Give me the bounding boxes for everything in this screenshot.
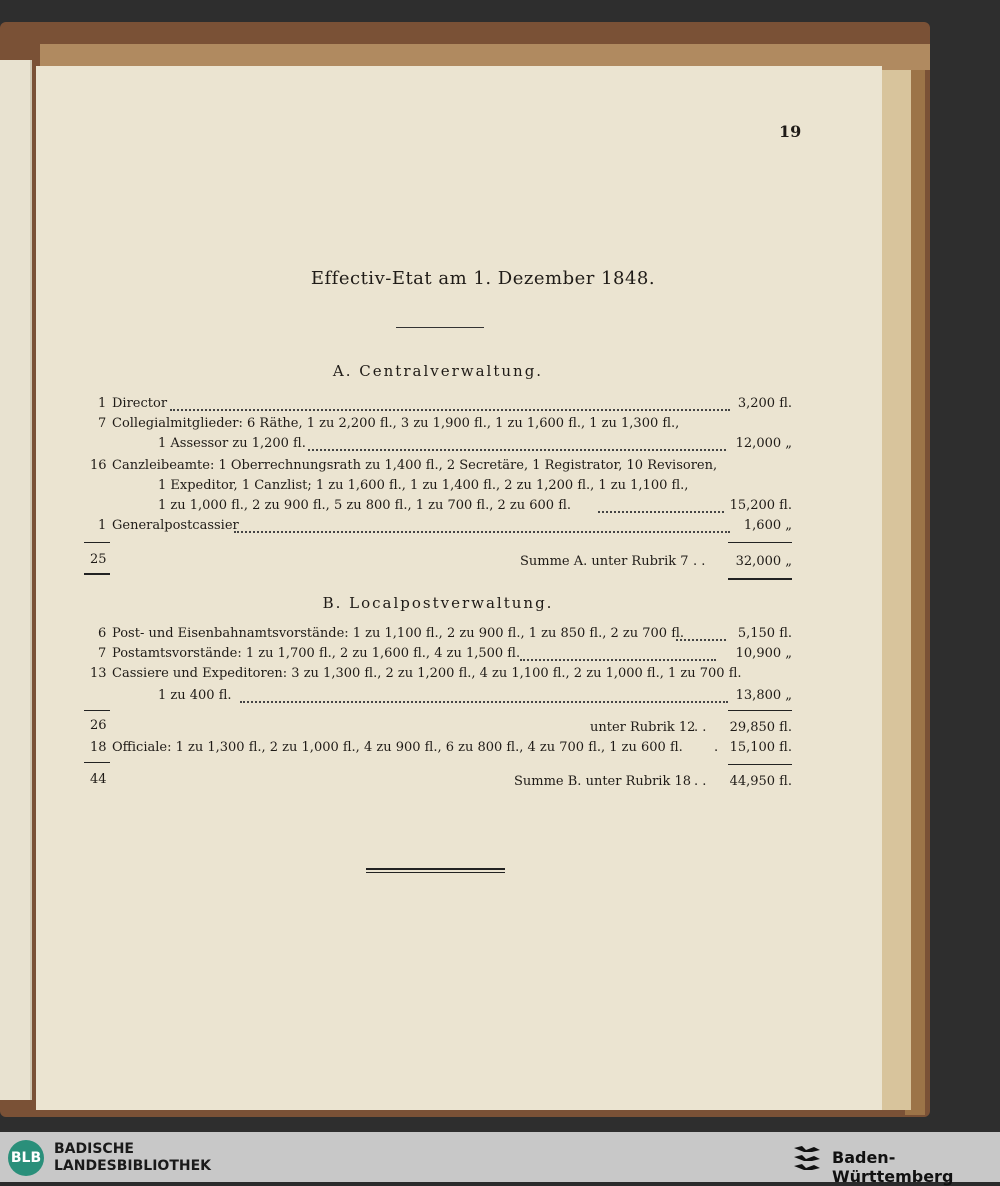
- end-rule: [366, 872, 505, 873]
- state-name[interactable]: Baden-Württemberg: [832, 1148, 954, 1186]
- row-count: 1: [98, 396, 107, 411]
- row-count: 6: [98, 626, 107, 641]
- row-count: 7: [98, 416, 107, 431]
- row-amount: 1,600 „: [743, 518, 792, 533]
- section-b-total-label: Summe B. unter Rubrik 18: [514, 774, 691, 789]
- row-text-cont: 1 Assessor zu 1,200 fl.: [158, 436, 306, 451]
- row-text: Director: [112, 396, 168, 411]
- dot-leader-text: . .: [694, 720, 707, 735]
- section-a-total-count: 25: [90, 552, 107, 567]
- library-name-line1: BADISCHE: [54, 1141, 134, 1157]
- count-sum-rule: [84, 762, 110, 763]
- row-amount: 10,900 „: [735, 646, 792, 661]
- row-count: 1: [98, 518, 107, 533]
- section-a-heading: A. Centralverwaltung.: [332, 362, 544, 380]
- row-amount: 13,800 „: [735, 688, 792, 703]
- section-a-total-label: Summe A. unter Rubrik 7: [520, 554, 689, 569]
- row-count: 16: [90, 458, 107, 473]
- row-count: 13: [90, 666, 107, 681]
- state-coat-of-arms-icon: [792, 1144, 822, 1172]
- row-text: Officiale: 1 zu 1,300 fl., 2 zu 1,000 fl., 4 zu 900 fl., 6 zu 800 fl., 4 zu 700 fl., 1 zu 600 fl.: [112, 740, 683, 755]
- section-b-subtotal-amount: 29,850 fl.: [729, 720, 792, 735]
- left-page-edge: [0, 60, 32, 1100]
- page-number: 19: [779, 122, 802, 141]
- dot-leader: [170, 396, 730, 411]
- dot-leader-text: . .: [694, 774, 707, 789]
- dot-leader: [240, 688, 728, 703]
- section-b-total-count: 44: [90, 772, 107, 787]
- row-amount: 12,000 „: [735, 436, 792, 451]
- dot-leader: [234, 518, 730, 533]
- row-text: Collegialmitglieder: 6 Räthe, 1 zu 2,200 fl., 3 zu 1,900 fl., 1 zu 1,600 fl., 1 zu 1,300 fl.,: [112, 416, 680, 431]
- page-stack-edge: [878, 70, 911, 1110]
- blb-logo-icon[interactable]: BLB: [8, 1140, 44, 1176]
- section-b-subtotal-label: unter Rubrik 12: [590, 720, 696, 735]
- library-name[interactable]: [54, 1141, 211, 1175]
- amount-sum-rule: [728, 764, 792, 765]
- row-text-cont: 1 zu 400 fl.: [158, 688, 232, 703]
- row-text-cont: 1 Expeditor, 1 Canzlist; 1 zu 1,600 fl., 1 zu 1,400 fl., 2 zu 1,200 fl., 1 zu 1,100 fl.,: [158, 478, 689, 493]
- section-b-heading: B. Localpostverwaltung.: [322, 594, 554, 612]
- row-text: Post- und Eisenbahnamtsvorstände: 1 zu 1,100 fl., 2 zu 900 fl., 1 zu 850 fl., 2 zu 700 fl.: [112, 626, 684, 641]
- footer-bar: [0, 1132, 1000, 1186]
- row-text: Canzleibeamte: 1 Oberrechnungsrath zu 1,400 fl., 2 Secretäre, 1 Registrator, 10 Revisoren,: [112, 458, 718, 473]
- end-rule: [366, 868, 505, 870]
- row-amount: 15,100 fl.: [729, 740, 792, 755]
- count-sum-rule: [84, 542, 110, 543]
- row-amount: 15,200 fl.: [729, 498, 792, 513]
- row-text-cont: 1 zu 1,000 fl., 2 zu 900 fl., 5 zu 800 fl., 1 zu 700 fl., 2 zu 600 fl.: [158, 498, 571, 513]
- amount-sum-rule: [728, 542, 792, 543]
- library-name-line2: LANDESBIBLIOTHEK: [54, 1158, 212, 1174]
- row-text: Generalpostcassier: [112, 518, 239, 533]
- row-text: Cassiere und Expeditoren: 3 zu 1,300 fl., 2 zu 1,200 fl., 4 zu 1,100 fl., 2 zu 1,000 fl., 1 zu 700 fl.: [112, 666, 742, 681]
- row-count: 7: [98, 646, 107, 661]
- row-amount: 5,150 fl.: [737, 626, 792, 641]
- section-a-total-amount: 32,000 „: [735, 554, 792, 569]
- title-divider: [396, 327, 484, 328]
- row-amount: 3,200 fl.: [737, 396, 792, 411]
- count-sum-rule: [84, 710, 110, 711]
- amount-total-rule: [728, 578, 792, 580]
- count-total-rule: [84, 573, 110, 575]
- row-text: Postamtsvorstände: 1 zu 1,700 fl., 2 zu 1,600 fl., 4 zu 1,500 fl.: [112, 646, 521, 661]
- section-b-subtotal-count: 26: [90, 718, 107, 733]
- section-b-total-amount: 44,950 fl.: [729, 774, 792, 789]
- page-title: Effectiv-Etat am 1. Dezember 1848.: [310, 268, 656, 289]
- amount-sum-rule: [728, 710, 792, 711]
- dot-leader-text: . .: [693, 554, 706, 569]
- dot-leader-text: .: [714, 740, 719, 755]
- scanned-page: [36, 66, 882, 1110]
- row-count: 18: [90, 740, 107, 755]
- dot-leader: [308, 436, 726, 451]
